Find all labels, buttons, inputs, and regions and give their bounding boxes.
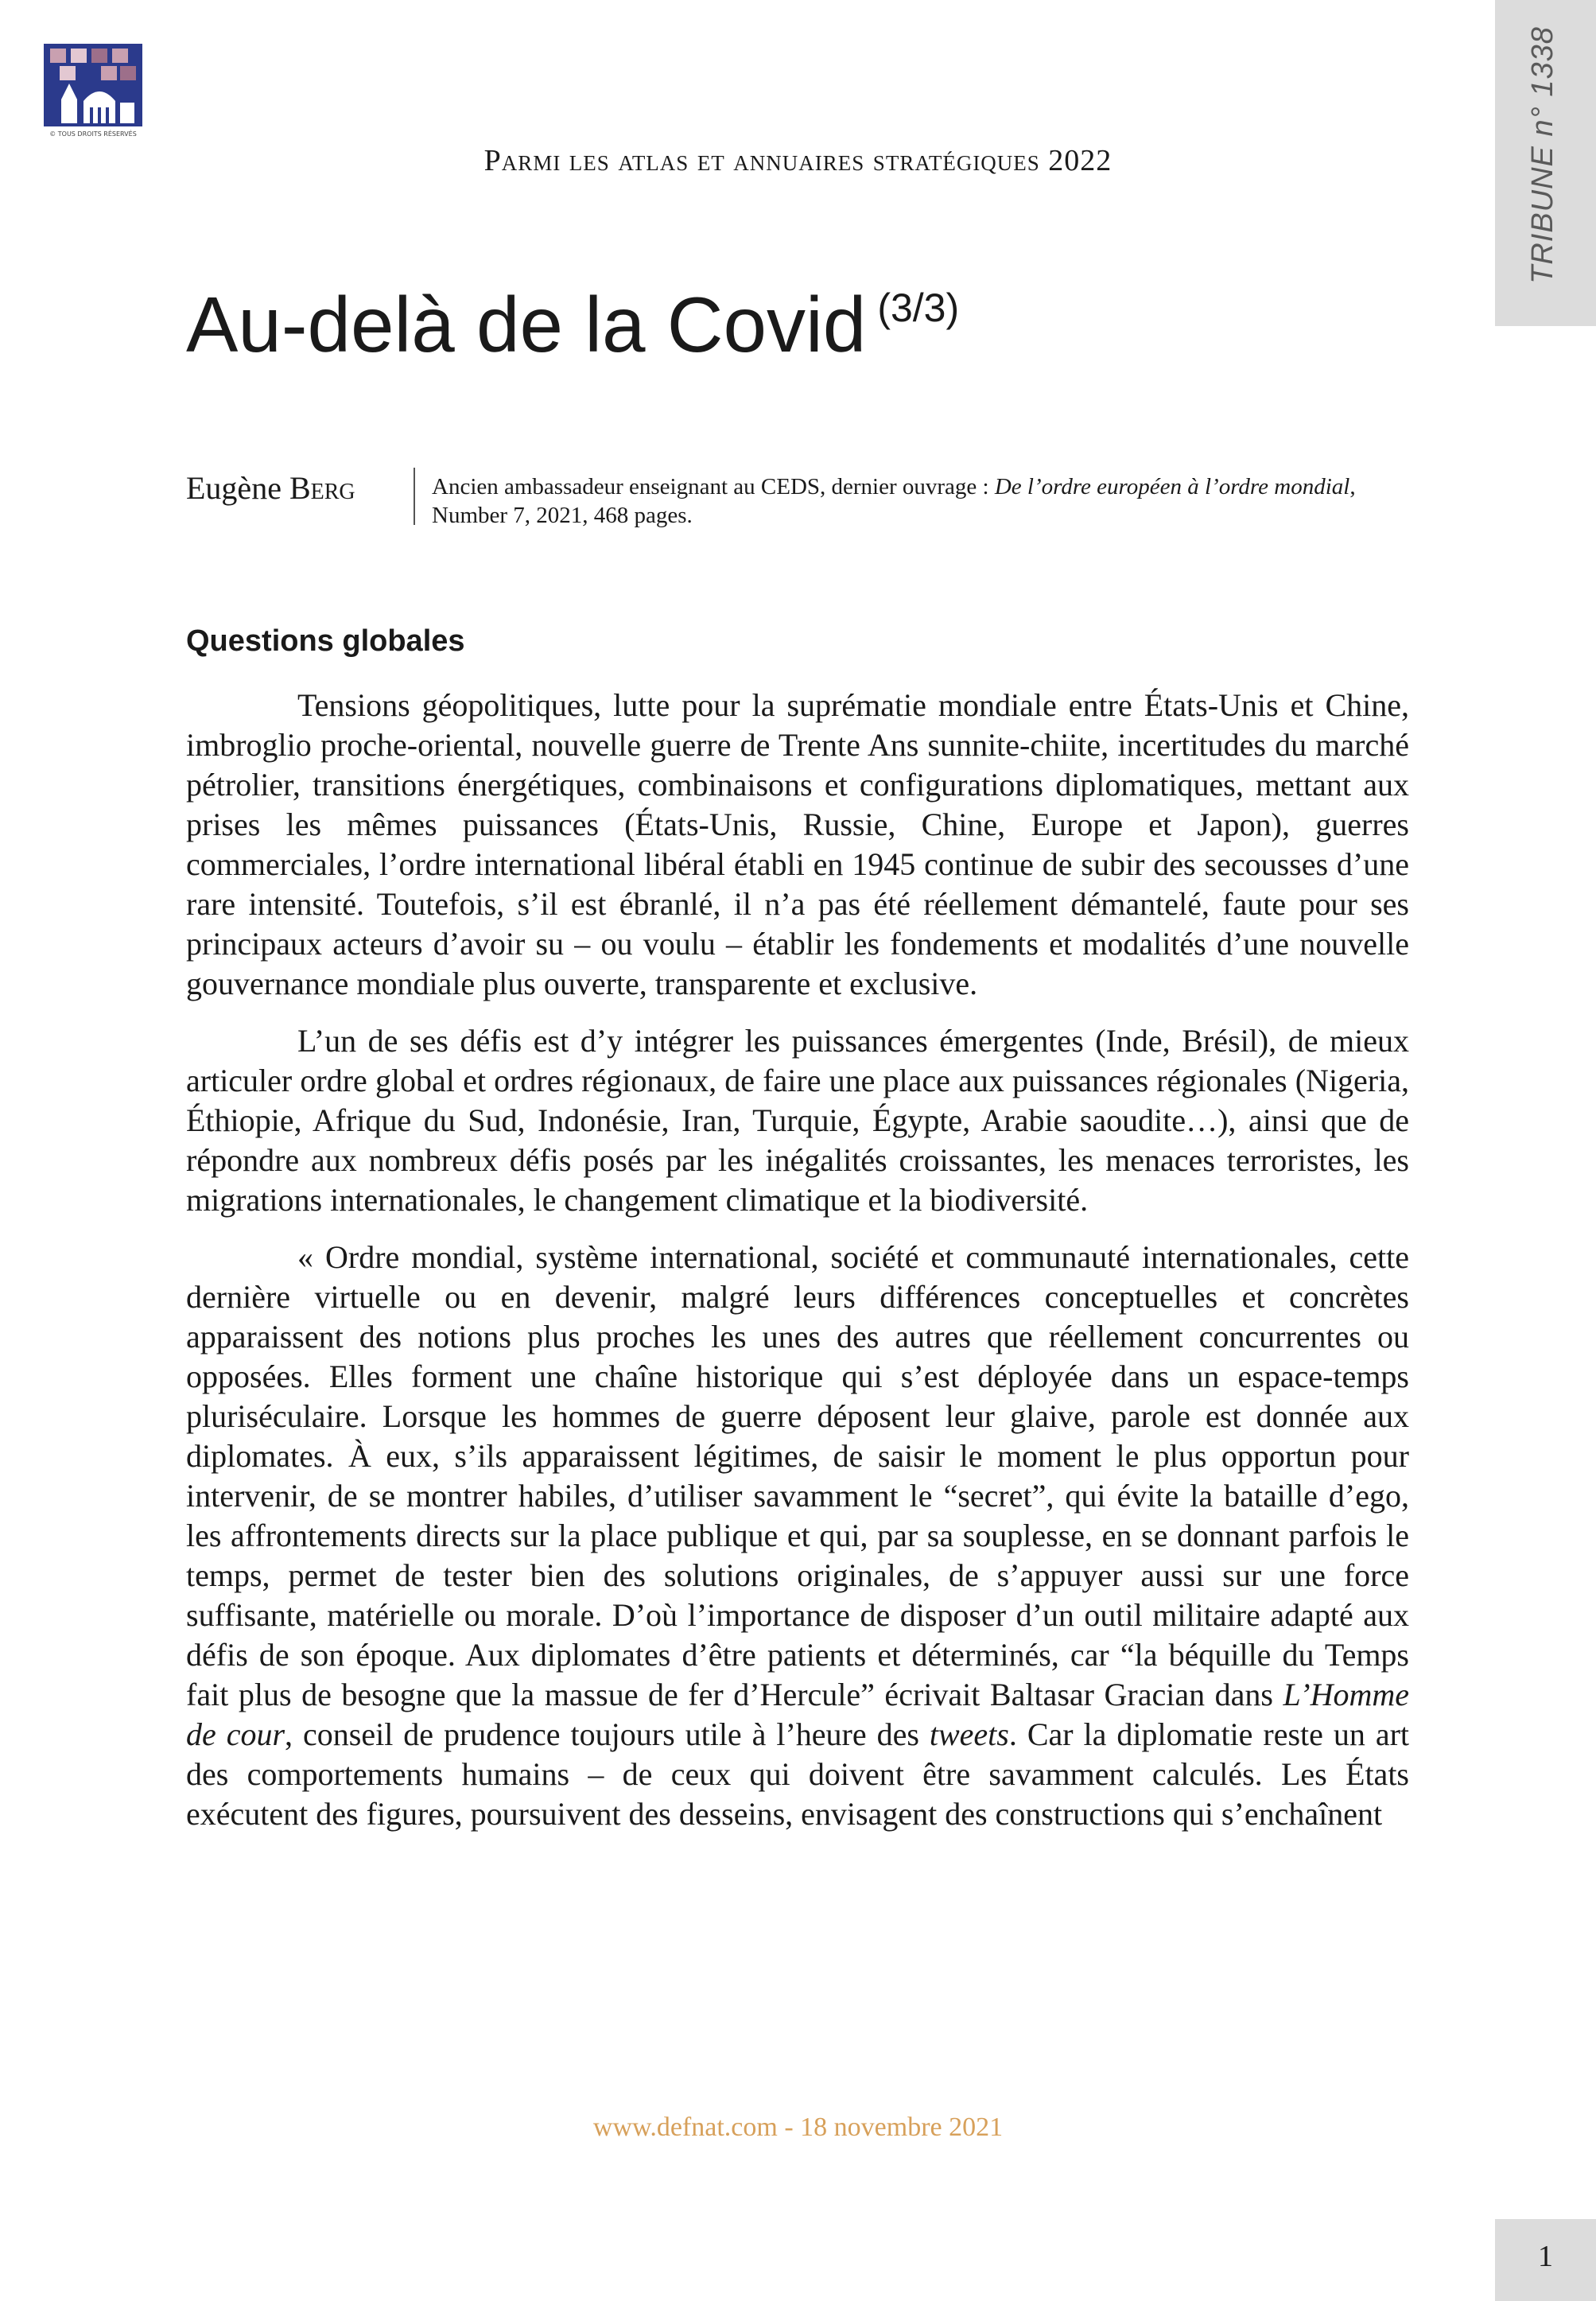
paragraph-2: L’un de ses défis est d’y intégrer les puissances émergentes (Inde, Brésil), de mieux articuler ordre global et ordres régionaux, de faire une place aux puissances régionales (Nigeria, Éthiopie, Afrique du Sud, Indonésie, Iran, Turquie, Égypte, Arabie saoudite…), ainsi que de répondre aux nombreux défis posés par les inégalités croissantes, les menaces terroristes, les migrations internationales, le changement climatique et la biodiversité. [186, 1023, 1409, 1218]
paragraph-3-part-a: « Ordre mondial, système international, société et communauté internationales, cette dernière virtuelle ou en devenir, malgré leurs différences conceptuelles et concrètes apparaissent des notions plus proches les unes des autres que réellement concurrentes ou opposées. Elles forment une chaîne historique qui s’est déployée dans un espace-temps pluriséculaire. Lorsque les hommes de guerre déposent leur glaive, parole est donnée aux diplomates. À eux, s’ils apparaissent légitimes, de saisir le moment le plus opportun pour intervenir, de se montrer habiles, d’utiliser savamment le “secret”, qui évite la bataille d’ego, les affrontements directs sur la place publique et qui, par sa souplesse, en se donnant parfois le temps, permet de tester bien des solutions originales, de s’appuyer aussi sur une force suffisante, matérielle ou morale. D’où l’importance de disposer d’un outil militaire adapté aux défis de son époque. Aux diplomates d’être patients et déterminés, car “la béquille du Temps fait plus de besogne que la massue de fer d’Hercule” écrivait Baltasar Gracian dans [186, 1239, 1409, 1712]
author-first-name: Eugène [186, 470, 282, 506]
section-title: Questions globales [186, 624, 465, 658]
paragraph-1: Tensions géopolitiques, lutte pour la suprématie mondiale entre États-Unis et Chine, imbroglio proche-oriental, nouvelle guerre de Trente Ans sunnite-chiite, incertitudes du marché pétrolier, transitions énergétiques, combinaisons et configurations diplomatiques, mettant aux prises les mêmes puissances (États-Unis, Russie, Chine, Europe et Japon), guerres commerciales, l’ordre international libéral établi en 1945 continue de subir des secousses d’une rare intensité. Toutefois, s’il est ébranlé, il n’a pas été réellement démantelé, faute pour ses principaux acteurs d’avoir su – ou voulu – établir les fondements et modalités d’une nouvelle gouvernance mondiale plus ouverte, transparente et exclusive. [186, 687, 1409, 1001]
logo-building-icon [44, 44, 142, 139]
book-title-homme-de-cour: L’Homme de cour [186, 1677, 1409, 1752]
paragraph-3 [186, 1238, 1409, 1834]
title-main: Au-delà de la Covid [186, 281, 867, 368]
author-name [186, 469, 355, 507]
word-tweets: tweets [929, 1716, 1009, 1752]
author-last-name: Berg [289, 470, 355, 506]
author-bio [432, 472, 1410, 530]
bio-book-title: De l’ordre européen à l’ordre mondial [994, 474, 1350, 499]
article-body [186, 686, 1409, 1852]
author-divider [414, 468, 415, 525]
footer-link[interactable]: www.defnat.com - 18 novembre 2021 [592, 2112, 1004, 2142]
page-number: 1 [1538, 2240, 1553, 2273]
paragraph-3-part-b: , conseil de prudence toujours utile à l’heure des [285, 1716, 930, 1752]
publisher-logo [44, 44, 142, 139]
bio-suffix: , Number 7, 2021, 468 pages. [432, 474, 1356, 528]
paragraph-3-part-c: . Car la diplomatie reste un art des comportements humains – de ceux qui doivent être savamment calculés. Les États exécutent des figures, poursuivent des desseins, envisagent des constructions qui s’enchaînent [186, 1716, 1410, 1832]
running-head: Parmi les atlas et annuaires stratégiques 2022 [483, 144, 1113, 177]
logo-caption: © TOUS DROITS RÉSERVÉS [49, 130, 137, 138]
page-title [186, 282, 959, 368]
bio-prefix: Ancien ambassadeur enseignant au CEDS, dernier ouvrage : [432, 474, 995, 499]
tribune-number: TRIBUNE n° 1338 [1526, 26, 1559, 284]
title-part: (3/3) [877, 286, 960, 330]
